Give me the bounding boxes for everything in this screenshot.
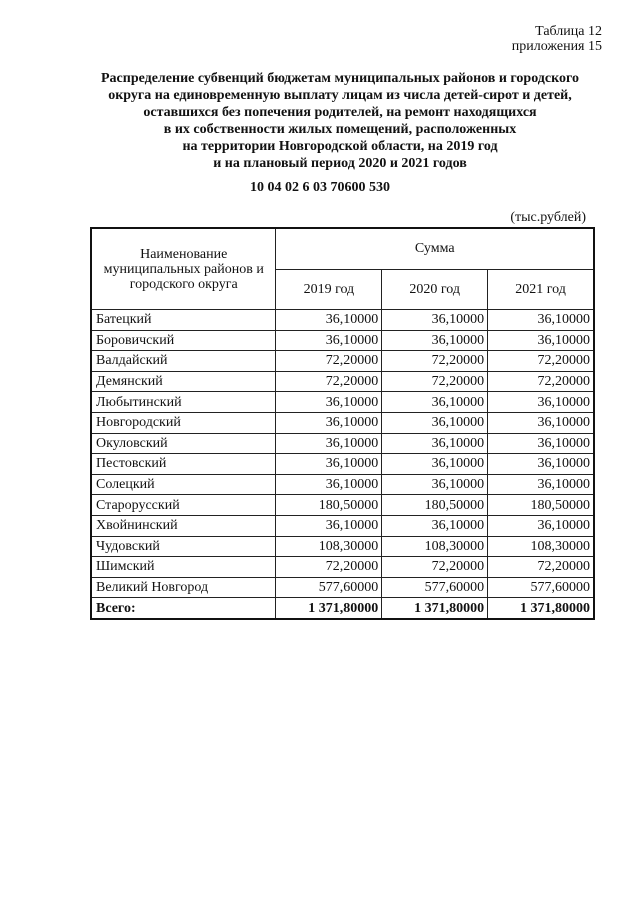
amount-cell: 72,20000 bbox=[488, 371, 594, 392]
amount-cell: 108,30000 bbox=[276, 536, 382, 557]
table-row bbox=[91, 330, 594, 351]
amount-cell: 36,10000 bbox=[382, 454, 488, 475]
title-line: и на плановый период 2020 и 2021 годов bbox=[213, 156, 467, 171]
amount-cell: 36,10000 bbox=[276, 330, 382, 351]
table-row bbox=[91, 515, 594, 536]
header-year-2021: 2021 год bbox=[488, 269, 594, 310]
district-name: Валдайский bbox=[91, 351, 276, 372]
amount-cell: 72,20000 bbox=[382, 371, 488, 392]
district-name: Великий Новгород bbox=[91, 577, 276, 598]
district-name: Демянский bbox=[91, 371, 276, 392]
amount-cell: 36,10000 bbox=[488, 474, 594, 495]
amount-cell: 36,10000 bbox=[382, 392, 488, 413]
amount-cell: 36,10000 bbox=[382, 310, 488, 331]
amount-cell: 72,20000 bbox=[488, 557, 594, 578]
district-name: Боровичский bbox=[91, 330, 276, 351]
budget-code: 10 04 02 6 03 70600 530 bbox=[250, 180, 390, 195]
units-label: (тыс.рублей) bbox=[510, 210, 586, 225]
table-row bbox=[91, 577, 594, 598]
header-sum: Сумма bbox=[276, 228, 594, 269]
amount-cell: 72,20000 bbox=[276, 371, 382, 392]
amount-cell: 577,60000 bbox=[276, 577, 382, 598]
table-number: Таблица 12 bbox=[535, 24, 602, 39]
total-label: Всего: bbox=[91, 598, 276, 619]
amount-cell: 36,10000 bbox=[488, 310, 594, 331]
amount-cell: 36,10000 bbox=[488, 454, 594, 475]
table-row bbox=[91, 433, 594, 454]
table-row bbox=[91, 495, 594, 516]
title-line: Распределение субвенций бюджетам муниципальных районов и городского bbox=[100, 71, 579, 86]
district-name: Шимский bbox=[91, 557, 276, 578]
district-name: Чудовский bbox=[91, 536, 276, 557]
amount-cell: 36,10000 bbox=[382, 412, 488, 433]
table-reference bbox=[512, 24, 602, 54]
amount-cell: 72,20000 bbox=[276, 557, 382, 578]
amount-cell: 36,10000 bbox=[488, 433, 594, 454]
amount-cell: 36,10000 bbox=[276, 454, 382, 475]
table-row bbox=[91, 310, 594, 331]
document-title bbox=[70, 70, 610, 172]
table-row bbox=[91, 474, 594, 495]
table-row bbox=[91, 392, 594, 413]
amount-cell: 108,30000 bbox=[382, 536, 488, 557]
title-line: округа на единовременную выплату лицам из числа детей-сирот и детей, bbox=[108, 88, 572, 103]
amount-cell: 36,10000 bbox=[276, 412, 382, 433]
amount-cell: 36,10000 bbox=[488, 515, 594, 536]
header-year-2019: 2019 год bbox=[276, 269, 382, 310]
amount-cell: 36,10000 bbox=[382, 330, 488, 351]
table-row bbox=[91, 371, 594, 392]
district-name: Батецкий bbox=[91, 310, 276, 331]
table-row bbox=[91, 454, 594, 475]
amount-cell: 36,10000 bbox=[382, 515, 488, 536]
amount-cell: 72,20000 bbox=[382, 351, 488, 372]
header-name: Наименование муниципальных районов и городского округа bbox=[91, 228, 276, 310]
amount-cell: 180,50000 bbox=[276, 495, 382, 516]
amount-cell: 577,60000 bbox=[488, 577, 594, 598]
district-name: Пестовский bbox=[91, 454, 276, 475]
amount-cell: 72,20000 bbox=[382, 557, 488, 578]
amount-cell: 577,60000 bbox=[382, 577, 488, 598]
amount-cell: 36,10000 bbox=[276, 515, 382, 536]
amount-cell: 72,20000 bbox=[276, 351, 382, 372]
amount-cell: 36,10000 bbox=[382, 433, 488, 454]
title-line: на территории Новгородской области, на 2019 год bbox=[182, 139, 498, 154]
total-amount: 1 371,80000 bbox=[276, 598, 382, 619]
table-row bbox=[91, 412, 594, 433]
table-body bbox=[91, 310, 594, 619]
amount-cell: 108,30000 bbox=[488, 536, 594, 557]
title-line: в их собственности жилых помещений, расположенных bbox=[163, 122, 517, 137]
title-line: оставшихся без попечения родителей, на ремонт находящихся bbox=[143, 105, 537, 120]
appendix-number: приложения 15 bbox=[511, 39, 602, 54]
header-year-2020: 2020 год bbox=[382, 269, 488, 310]
district-name: Хвойнинский bbox=[91, 515, 276, 536]
amount-cell: 180,50000 bbox=[488, 495, 594, 516]
amount-cell: 36,10000 bbox=[488, 392, 594, 413]
total-amount: 1 371,80000 bbox=[488, 598, 594, 619]
table-row bbox=[91, 557, 594, 578]
table-row bbox=[91, 351, 594, 372]
amount-cell: 36,10000 bbox=[276, 310, 382, 331]
table-row bbox=[91, 536, 594, 557]
district-name: Окуловский bbox=[91, 433, 276, 454]
district-name: Старорусский bbox=[91, 495, 276, 516]
district-name: Любытинский bbox=[91, 392, 276, 413]
amount-cell: 36,10000 bbox=[276, 474, 382, 495]
amount-cell: 36,10000 bbox=[382, 474, 488, 495]
total-amount: 1 371,80000 bbox=[382, 598, 488, 619]
amount-cell: 36,10000 bbox=[276, 433, 382, 454]
district-name: Солецкий bbox=[91, 474, 276, 495]
subsidy-table bbox=[90, 227, 595, 620]
amount-cell: 36,10000 bbox=[488, 412, 594, 433]
amount-cell: 36,10000 bbox=[276, 392, 382, 413]
total-row bbox=[91, 598, 594, 619]
amount-cell: 180,50000 bbox=[382, 495, 488, 516]
district-name: Новгородский bbox=[91, 412, 276, 433]
amount-cell: 36,10000 bbox=[488, 330, 594, 351]
amount-cell: 72,20000 bbox=[488, 351, 594, 372]
